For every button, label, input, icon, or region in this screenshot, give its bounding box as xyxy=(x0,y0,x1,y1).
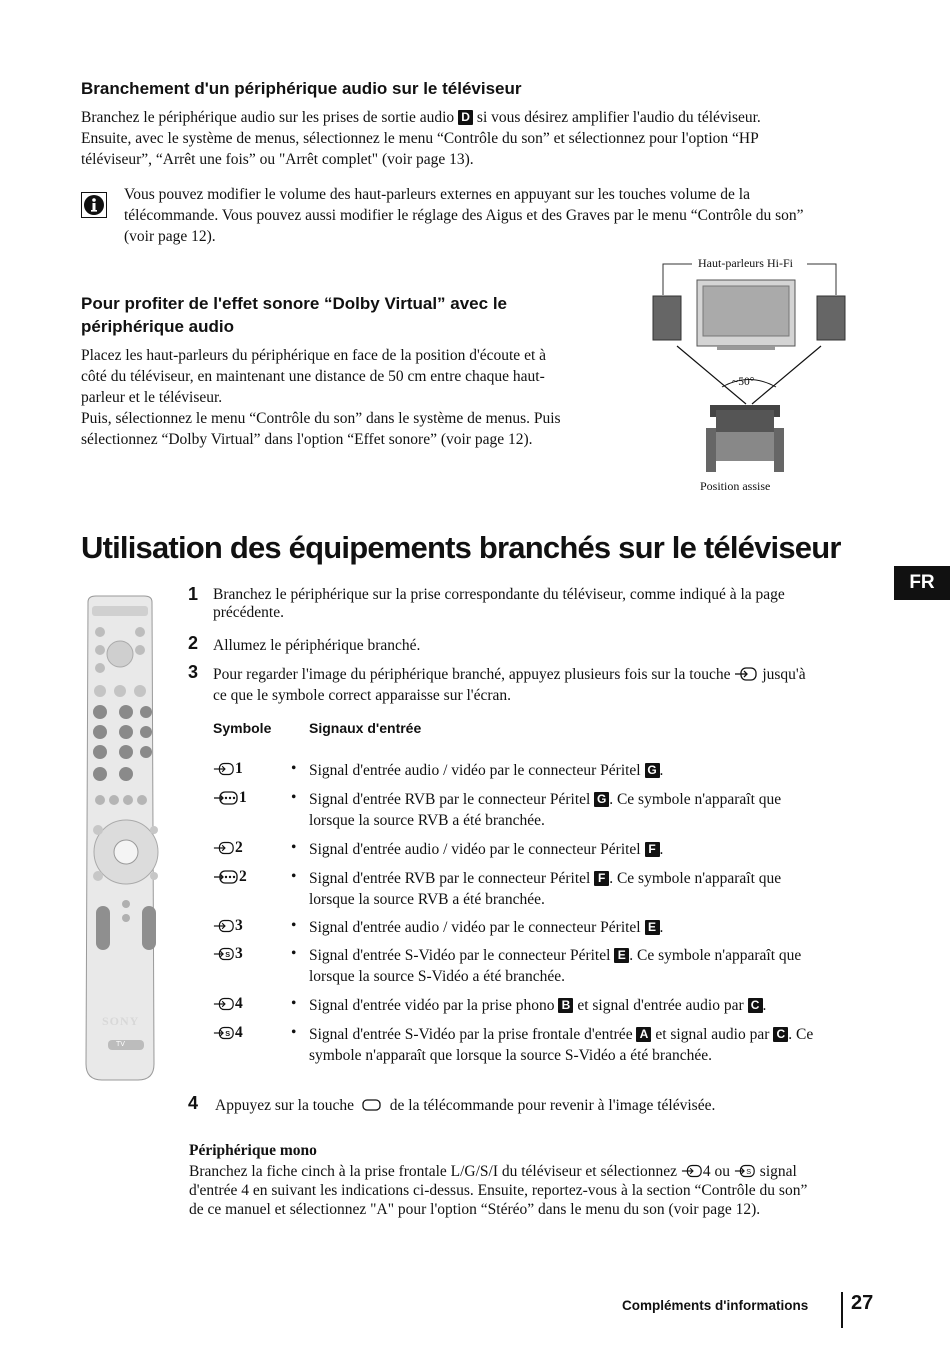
connector-label: F xyxy=(594,871,609,886)
signal-description xyxy=(309,945,869,987)
symbol-number: 1 xyxy=(235,760,243,777)
text: Signal d'entrée vidéo par la prise phono xyxy=(309,997,555,1014)
tv-button-icon xyxy=(361,1098,383,1112)
input-icon xyxy=(213,839,235,856)
step-number: 4 xyxy=(188,1093,199,1113)
column-header-symbol: Symbole xyxy=(213,720,272,736)
text: lorsque la source RVB a été branchée. xyxy=(309,812,545,829)
step-1-text xyxy=(213,586,883,622)
input-symbol xyxy=(213,789,283,807)
connector-label: E xyxy=(645,920,660,935)
language-tab: FR xyxy=(894,566,950,600)
text: lorsque la source RVB a été branchée. xyxy=(309,891,545,908)
signal-description xyxy=(309,760,869,781)
input-symbol xyxy=(213,917,283,935)
step-3-text xyxy=(213,664,883,706)
signal-description xyxy=(309,917,869,938)
connector-label: E xyxy=(614,948,629,963)
text: d'entrée 4 en suivant les indications ci-dessus. Ensuite, reportez-vous à la section “Contrôle du son” xyxy=(189,1182,808,1199)
bullet: • xyxy=(291,839,297,856)
signal-description xyxy=(309,1024,869,1066)
text: Branchez le périphérique sur la prise correspondante du téléviseur, comme indiqué à la page xyxy=(213,586,785,603)
text: et signal d'entrée audio par xyxy=(577,997,744,1014)
input-icon xyxy=(213,917,235,934)
mono-paragraph xyxy=(189,1162,879,1219)
page-number: 27 xyxy=(851,1292,874,1314)
text: . xyxy=(762,997,767,1014)
text: Signal d'entrée RVB par le connecteur Péritel xyxy=(309,870,591,887)
seat-label: Position assise xyxy=(700,479,771,493)
text: . Ce symbole n'apparaît que xyxy=(629,947,802,964)
bullet: • xyxy=(291,789,297,806)
text: Puis, sélectionnez le menu “Contrôle du son” dans le système de menus. Puis xyxy=(81,410,561,427)
text: Vous pouvez modifier le volume des haut-parleurs externes en appuyant sur les touches volume de la xyxy=(124,186,750,203)
symbol-number: 1 xyxy=(239,789,247,806)
text: signal xyxy=(759,1163,797,1180)
signal-description xyxy=(309,789,869,831)
connector-label: G xyxy=(594,792,609,807)
text: côté du téléviseur, en maintenant une distance de 50 cm entre chaque haut- xyxy=(81,368,545,385)
svideo-input-icon xyxy=(213,1024,235,1041)
connector-label: B xyxy=(558,998,573,1013)
connector-label: G xyxy=(645,763,660,778)
step-number: 1 xyxy=(188,584,199,604)
text: précédente. xyxy=(213,604,284,621)
text: . xyxy=(659,841,664,858)
text: Appuyez sur la touche xyxy=(215,1097,355,1114)
input-icon xyxy=(213,995,235,1012)
symbol-number: 3 xyxy=(235,917,243,934)
input-icon xyxy=(213,760,235,777)
connector-label: C xyxy=(773,1027,788,1042)
text: Signal d'entrée audio / vidéo par le connecteur Péritel xyxy=(309,762,641,779)
speaker-diagram-graphic xyxy=(640,250,860,500)
rgb-input-icon xyxy=(213,789,239,806)
input-symbol xyxy=(213,945,283,963)
text: Branchez la fiche cinch à la prise frontale L/G/S/I du téléviseur et sélectionnez xyxy=(189,1163,678,1180)
symbol-number: 2 xyxy=(235,839,243,856)
symbol-number: 4 xyxy=(235,995,243,1012)
svg-text:S: S xyxy=(746,1167,752,1177)
text: jusqu'à xyxy=(762,666,806,683)
step-number: 3 xyxy=(188,662,199,682)
page-title: Utilisation des équipements branchés sur le téléviseur xyxy=(81,530,841,565)
step-4-text xyxy=(215,1095,715,1116)
input-symbol xyxy=(213,995,283,1013)
signal-description xyxy=(309,868,869,910)
text: Ensuite, avec le système de menus, sélectionnez le menu “Contrôle du son” et sélectionnez pour l'option “HP xyxy=(81,130,759,147)
text: Signal d'entrée S-Vidéo par la prise frontale d'entrée xyxy=(309,1026,633,1043)
text: Signal d'entrée audio / vidéo par le connecteur Péritel xyxy=(309,919,641,936)
text: Signal d'entrée S-Vidéo par le connecteur Péritel xyxy=(309,947,611,964)
footer-divider xyxy=(841,1292,843,1328)
step-number: 2 xyxy=(188,633,199,653)
footer-section-name: Compléments d'informations xyxy=(622,1298,809,1313)
text: . Ce xyxy=(788,1026,814,1043)
section-heading-audio: Branchement d'un périphérique audio sur le téléviseur xyxy=(81,79,522,98)
text: ce que le symbole correct apparaisse sur l'écran. xyxy=(213,687,512,704)
input-symbol xyxy=(213,760,283,778)
bullet: • xyxy=(291,945,297,962)
remote-tv-label: TV xyxy=(116,1041,125,1048)
symbol-number: 2 xyxy=(239,868,247,885)
input-symbol xyxy=(213,1024,283,1042)
connector-label: A xyxy=(636,1027,651,1042)
text: Signal d'entrée RVB par le connecteur Péritel xyxy=(309,791,591,808)
column-header-signals: Signaux d'entrée xyxy=(309,720,422,736)
input-select-icon xyxy=(734,667,758,681)
speakers-label: Haut-parleurs Hi-Fi xyxy=(698,256,793,270)
text: périphérique audio xyxy=(81,317,235,336)
text: de ce manuel et sélectionnez "A" pour l'option “Stéréo” dans le menu du son (voir page 12). xyxy=(189,1201,761,1218)
bullet: • xyxy=(291,917,297,934)
svg-text:S: S xyxy=(225,950,231,960)
rgb-input-icon xyxy=(213,868,239,885)
remote-control-illustration xyxy=(80,594,160,1084)
text: Placez les haut-parleurs du périphérique en face de la position d'écoute et à xyxy=(81,347,547,364)
text: téléviseur”, “Arrêt une fois” ou "Arrêt complet" (voir page 13). xyxy=(81,151,474,168)
text: et signal audio par xyxy=(655,1026,770,1043)
text: Pour profiter de l'effet sonore “Dolby Virtual” avec le xyxy=(81,294,507,313)
signal-description xyxy=(309,839,869,860)
text: . Ce symbole n'apparaît que xyxy=(609,791,782,808)
text: parleur et le téléviseur. xyxy=(81,389,223,406)
text: . Ce symbole n'apparaît que xyxy=(609,870,782,887)
connector-label: D xyxy=(458,110,473,125)
text: Signal d'entrée audio / vidéo par le connecteur Péritel xyxy=(309,841,641,858)
bullet: • xyxy=(291,995,297,1012)
text: . xyxy=(659,762,664,779)
text: sélectionnez “Dolby Virtual” dans l'option “Effet sonore” (voir page 12). xyxy=(81,431,533,448)
section-audio-paragraph xyxy=(81,107,881,170)
symbol-number: 3 xyxy=(235,945,243,962)
signal-description xyxy=(309,995,869,1016)
svg-text:S: S xyxy=(225,1029,231,1039)
text: lorsque la source S-Vidéo a été branchée. xyxy=(309,968,565,985)
bullet: • xyxy=(291,1024,297,1041)
text: si vous désirez amplifier l'audio du téléviseur. xyxy=(476,109,761,126)
svideo-input-icon xyxy=(734,1164,756,1178)
text: symbole n'apparaît que lorsque la source S-Vidéo a été branchée. xyxy=(309,1047,712,1064)
input-symbol xyxy=(213,839,283,857)
mono-heading: Périphérique mono xyxy=(189,1142,317,1159)
connector-label: C xyxy=(748,998,763,1013)
remote-brand-logo: SONY xyxy=(102,1014,140,1028)
step-2-text: Allumez le périphérique branché. xyxy=(213,637,421,654)
bullet: • xyxy=(291,868,297,885)
angle-label: ~50° xyxy=(732,376,755,388)
bullet: • xyxy=(291,760,297,777)
svideo-input-icon xyxy=(213,945,235,962)
info-icon xyxy=(81,192,107,218)
text: Branchez le périphérique audio sur les prises de sortie audio xyxy=(81,109,455,126)
connector-label: F xyxy=(645,842,660,857)
text: . xyxy=(659,919,664,936)
text: Pour regarder l'image du périphérique branché, appuyez plusieurs fois sur la touche xyxy=(213,666,731,683)
text: de la télécommande pour revenir à l'image télévisée. xyxy=(389,1097,716,1114)
section-dolby-paragraph xyxy=(81,345,621,450)
section-heading-dolby xyxy=(81,292,601,338)
remote-control-graphic xyxy=(80,594,160,1084)
text: télécommande. Vous pouvez aussi modifier le réglage des Aigus et des Graves par le menu “Contrôle du son” xyxy=(124,207,804,224)
speaker-position-diagram xyxy=(640,250,860,500)
text: 4 ou xyxy=(702,1163,731,1180)
text: (voir page 12). xyxy=(124,228,216,245)
input-icon xyxy=(681,1164,703,1178)
info-note xyxy=(124,184,884,247)
input-symbol xyxy=(213,868,283,886)
symbol-number: 4 xyxy=(235,1024,243,1041)
